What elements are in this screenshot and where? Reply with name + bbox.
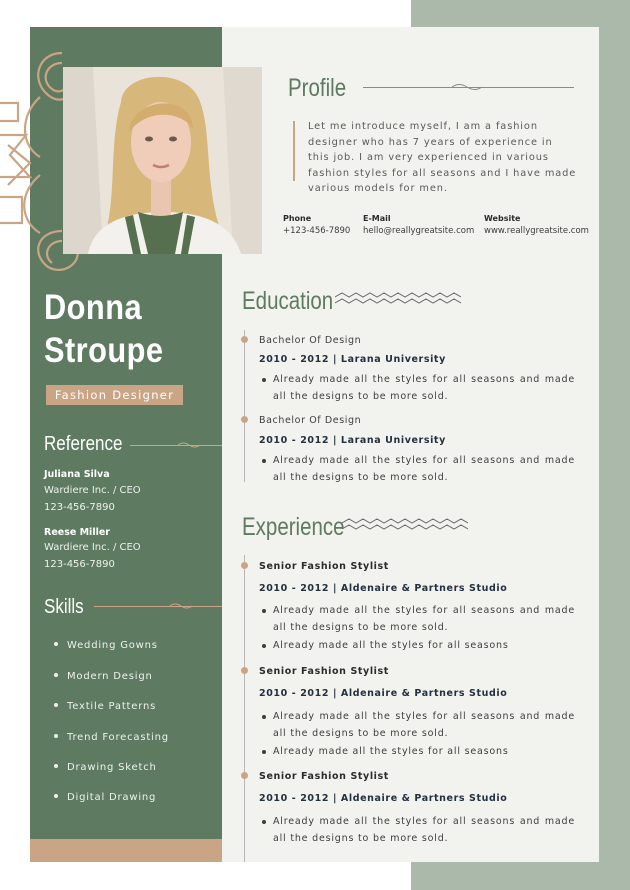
sidebar-footer-band <box>30 839 222 862</box>
profile-flourish-icon <box>452 82 482 92</box>
skills-divider <box>94 606 222 607</box>
skill-item: Modern Design <box>54 671 153 682</box>
education-period: 2010 - 2012 | Larana University <box>259 354 446 365</box>
reference-name: Reese Miller <box>44 527 110 538</box>
skill-item: Trend Forecasting <box>54 732 169 743</box>
reference-name: Juliana Silva <box>44 469 110 480</box>
contact-phone-value: +123-456-7890 <box>283 226 351 236</box>
reference-phone: 123-456-7890 <box>44 502 115 513</box>
education-heading: Education <box>242 287 334 315</box>
experience-zigzag-icon <box>342 518 468 532</box>
skills-flourish-icon <box>170 602 192 610</box>
reference-flourish-icon <box>178 441 200 449</box>
education-zigzag-icon <box>335 292 461 306</box>
reference-heading: Reference <box>44 433 123 455</box>
education-bullet: Already made all the styles for all seasons and made all the designs to be more sold. <box>273 371 575 405</box>
timeline-dot <box>241 336 248 343</box>
experience-period: 2010 - 2012 | Aldenaire & Partners Studio <box>259 583 508 594</box>
experience-period: 2010 - 2012 | Aldenaire & Partners Studio <box>259 688 508 699</box>
education-timeline <box>244 330 245 482</box>
experience-bullet: Already made all the styles for all seasons and made all the designs to be more sold. <box>273 708 575 742</box>
timeline-dot <box>241 772 248 779</box>
contact-website-label: Website <box>484 214 521 223</box>
experience-title: Senior Fashion Stylist <box>259 666 389 677</box>
last-name: Stroupe <box>44 331 164 370</box>
experience-title: Senior Fashion Stylist <box>259 771 389 782</box>
contact-email-label: E-Mail <box>363 214 391 223</box>
reference-company: Wardiere Inc. / CEO <box>44 485 141 496</box>
experience-bullet: Already made all the styles for all seasons <box>273 637 575 654</box>
experience-bullet: Already made all the styles for all seasons and made all the designs to be more sold. <box>273 602 575 636</box>
education-degree: Bachelor Of Design <box>259 335 362 346</box>
education-degree: Bachelor Of Design <box>259 415 362 426</box>
timeline-dot <box>241 667 248 674</box>
contact-phone-label: Phone <box>283 214 312 223</box>
experience-bullet: Already made all the styles for all seasons <box>273 743 575 760</box>
experience-bullet: Already made all the styles for all seasons and made all the designs to be more sold. <box>273 813 575 847</box>
reference-divider <box>130 445 222 446</box>
contact-website-value: www.reallygreatsite.com <box>484 226 589 236</box>
person-name <box>44 286 163 372</box>
skill-item: Drawing Sketch <box>54 762 157 773</box>
timeline-dot <box>241 416 248 423</box>
reference-phone: 123-456-7890 <box>44 559 115 570</box>
skill-item: Textile Patterns <box>54 701 156 712</box>
profile-accent-bar <box>293 121 295 181</box>
experience-title: Senior Fashion Stylist <box>259 561 389 572</box>
timeline-dot <box>241 562 248 569</box>
first-name: Donna <box>44 288 143 327</box>
contact-email-value: hello@reallygreatsite.com <box>363 226 475 236</box>
role-badge: Fashion Designer <box>46 385 183 405</box>
skills-heading: Skills <box>44 596 84 618</box>
portrait-photo <box>63 67 262 254</box>
skill-item: Wedding Gowns <box>54 640 158 651</box>
education-period: 2010 - 2012 | Larana University <box>259 435 446 446</box>
experience-heading: Experience <box>242 513 345 541</box>
experience-period: 2010 - 2012 | Aldenaire & Partners Studio <box>259 793 508 804</box>
reference-company: Wardiere Inc. / CEO <box>44 542 141 553</box>
profile-heading: Profile <box>288 74 347 102</box>
education-bullet: Already made all the styles for all seasons and made all the designs to be more sold. <box>273 452 575 486</box>
experience-timeline <box>244 555 245 862</box>
profile-text: Let me introduce myself, I am a fashion designer who has 7 years of experience in this job. I am very experienced in various fashion styles for all seasons and I have made various models for men. <box>308 121 577 195</box>
skill-item: Digital Drawing <box>54 792 156 803</box>
portrait-illustration-icon <box>63 67 262 254</box>
